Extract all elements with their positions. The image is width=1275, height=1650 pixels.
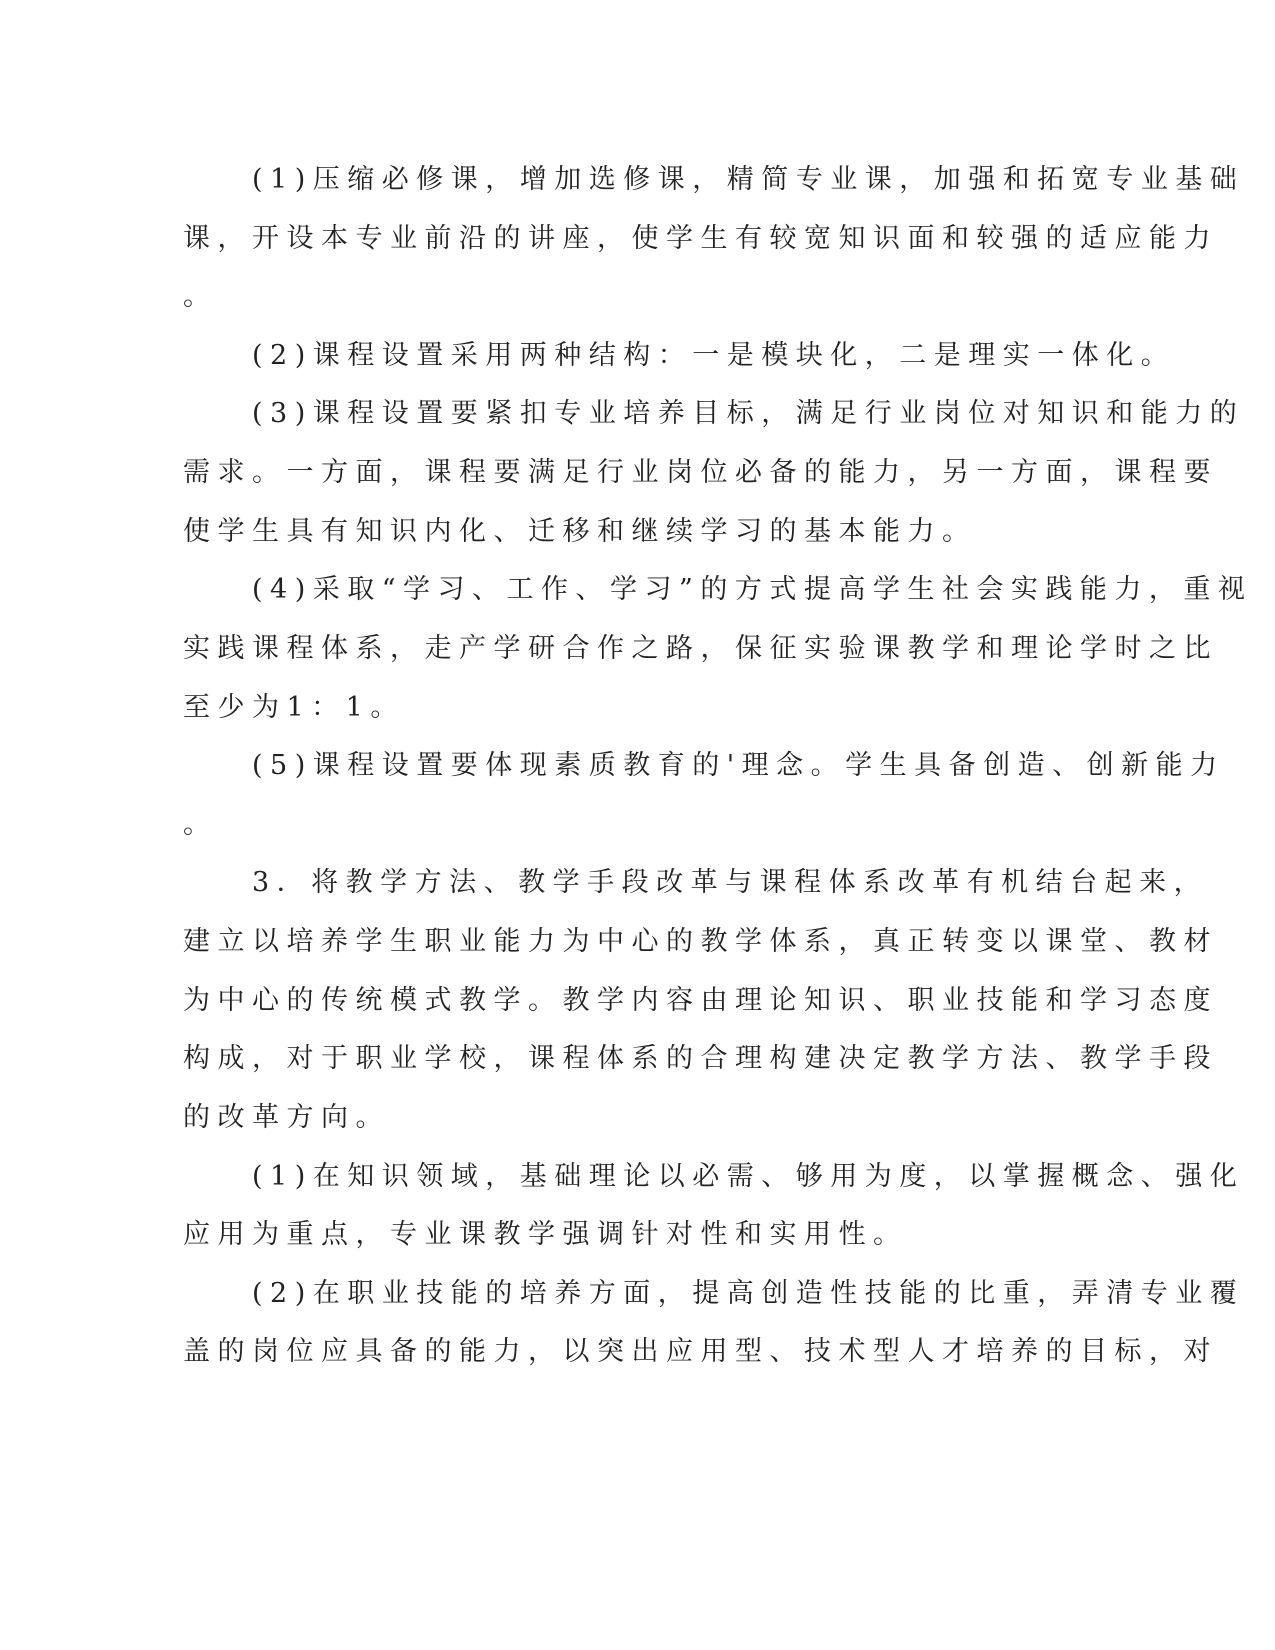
paragraph-line: 建立以培养学生职业能力为中心的教学体系，真正转变以课堂、教材	[183, 926, 1218, 957]
paragraph-line: 至少为1：1。	[183, 692, 405, 723]
paragraph-line: 构成，对于职业学校，课程体系的合理构建决定教学方法、教学手段	[183, 1043, 1218, 1074]
paragraph-line: 为中心的传统模式教学。教学内容由理论知识、职业技能和学习态度	[183, 985, 1218, 1016]
paragraph-line: (2)课程设置采用两种结构：一是模块化，二是理实一体化。	[252, 340, 1176, 371]
paragraph-line: 3．将教学方法、教学手段改革与课程体系改革有机结台起来，	[252, 867, 1209, 898]
paragraph-line: (4)采取“学习、工作、学习”的方式提高学生社会实践能力，重视	[252, 574, 1253, 605]
paragraph-line: 使学生具有知识内化、迁移和继续学习的基本能力。	[183, 516, 977, 547]
paragraph-line: 。	[183, 809, 218, 840]
paragraph-line: 需求。一方面，课程要满足行业岗位必备的能力，另一方面，课程要	[183, 457, 1218, 488]
paragraph-line: 盖的岗位应具备的能力，以突出应用型、技术型人才培养的目标，对	[183, 1336, 1218, 1367]
paragraph-line: (1)压缩必修课，增加选修课，精简专业课，加强和拓宽专业基础	[252, 164, 1245, 195]
paragraph-line: 应用为重点，专业课教学强调针对性和实用性。	[183, 1219, 908, 1250]
paragraph-line: 。	[183, 281, 218, 312]
paragraph-line: 实践课程体系，走产学研合作之路，保征实验课教学和理论学时之比	[183, 633, 1218, 664]
paragraph-line: (1)在知识领域，基础理论以必需、够用为度，以掌握概念、强化	[252, 1161, 1245, 1192]
paragraph-line: (5)课程设置要体现素质教育的'理念。学生具备创造、创新能力	[252, 750, 1225, 781]
paragraph-line: (2)在职业技能的培养方面，提高创造性技能的比重，弄清专业覆	[252, 1278, 1245, 1309]
paragraph-line: (3)课程设置要紧扣专业培养目标，满足行业岗位对知识和能力的	[252, 398, 1245, 429]
paragraph-line: 课，开设本专业前沿的讲座，使学生有较宽知识面和较强的适应能力	[183, 223, 1218, 254]
paragraph-line: 的改革方向。	[183, 1102, 390, 1133]
